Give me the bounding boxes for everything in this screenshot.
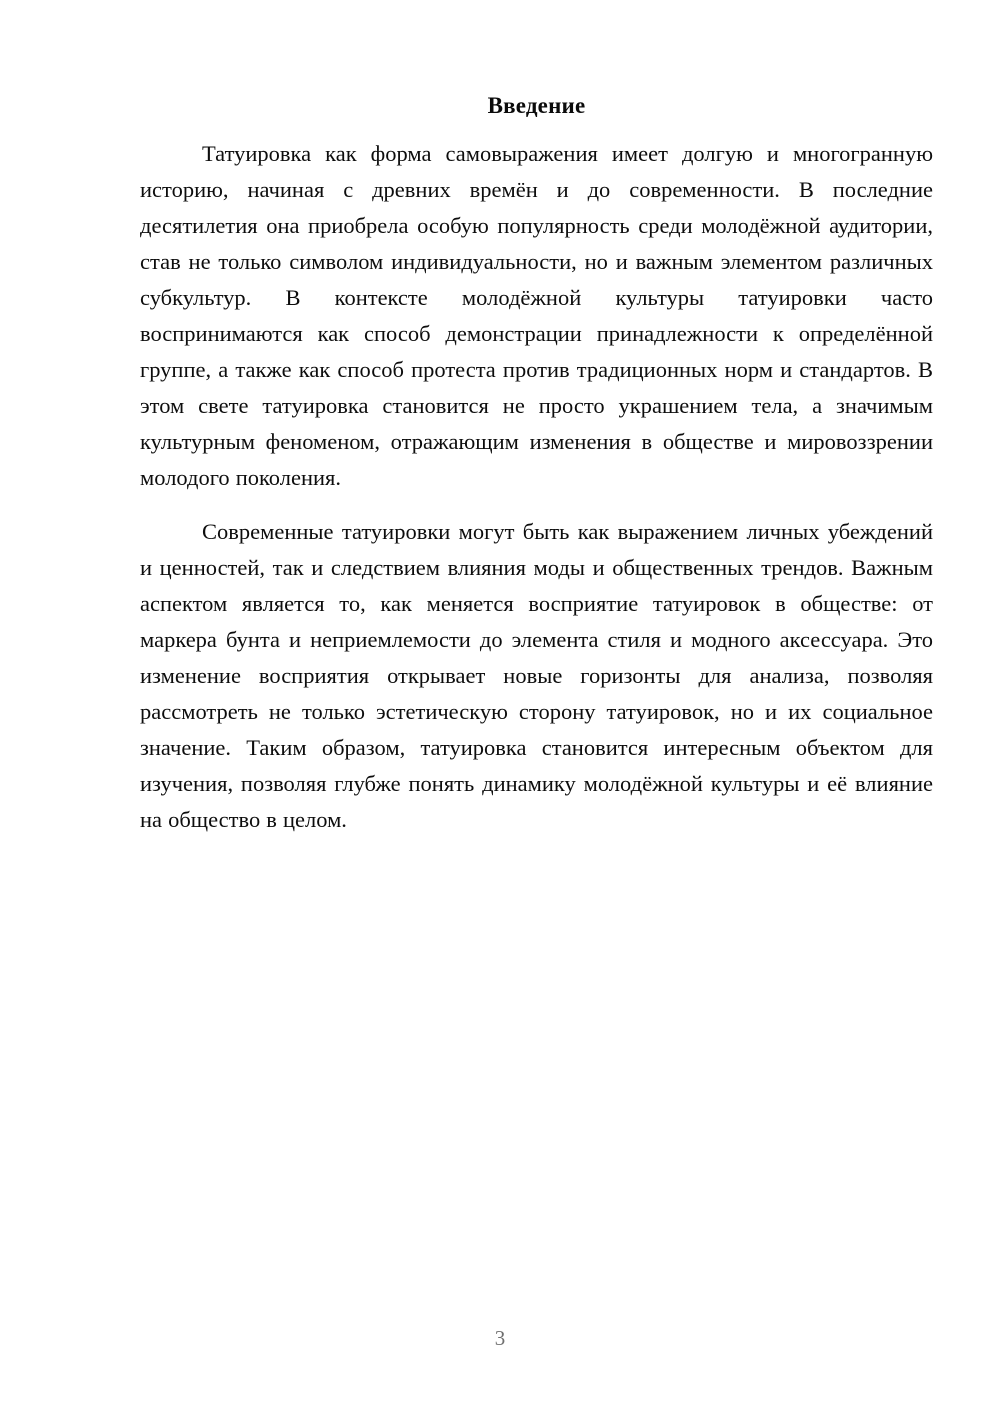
page-title: Введение [487, 93, 586, 118]
body-paragraph-1: Татуировка как форма самовыражения имеет долгую и многогранную историю, начиная с древних времён и до современности. В последние десятилетия она приобрела особую популярность среди молодёжной аудитории, став не только символом индивидуальности, но и важным элементом различных субкультур. В контексте молодёжной культуры татуировки часто воспринимаются как способ демонстрации принадлежности к определённой группе, а также как способ протеста против традиционных норм и стандартов. В этом свете татуировка становится не просто украшением тела, а значимым культурным феноменом, отражающим изменения в обществе и мировоззрении молодого поколения. [140, 141, 933, 490]
title-spacer [140, 124, 933, 136]
body-paragraph-2: Современные татуировки могут быть как выражением личных убеждений и ценностей, так и следствием влияния моды и общественных трендов. Важным аспектом является то, как меняется восприятие татуировок в обществе: от маркера бунта и неприемлемости до элемента стиля и модного аксессуара. Это изменение восприятия открывает новые горизонты для анализа, позволяя рассмотреть не только эстетическую сторону татуировок, но и их социальное значение. Таким образом, татуировка становится интересным объектом для изучения, позволяя глубже понять динамику молодёжной культуры и её влияние на общество в целом. [140, 519, 933, 832]
page-number: 3 [494, 1326, 506, 1350]
page-content [140, 88, 933, 838]
